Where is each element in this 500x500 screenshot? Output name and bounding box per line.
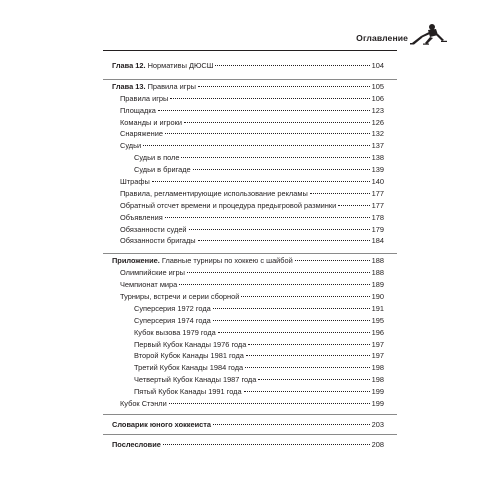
dot-leader bbox=[181, 157, 369, 158]
toc-entry-title: Второй Кубок Канады 1981 года bbox=[134, 351, 244, 361]
toc-entry[interactable] bbox=[112, 303, 384, 315]
toc-entry-title: Обязанности судей bbox=[120, 224, 187, 234]
toc-entry-title: Главные турниры по хоккею с шайбой bbox=[161, 256, 293, 266]
toc-entry[interactable] bbox=[112, 188, 384, 200]
toc-page-number: 190 bbox=[371, 292, 384, 302]
dot-leader bbox=[310, 193, 370, 194]
toc-entry-title: Словарик юного хоккеиста bbox=[112, 419, 211, 429]
dot-leader bbox=[143, 145, 370, 146]
toc-entry-title: Кубок вызова 1979 года bbox=[134, 327, 216, 337]
toc-page-number: 104 bbox=[371, 61, 384, 70]
dot-leader bbox=[338, 205, 369, 206]
toc-entry-title: Судьи bbox=[120, 141, 142, 151]
toc-entry[interactable] bbox=[112, 374, 384, 386]
toc-entry[interactable] bbox=[112, 140, 384, 152]
toc-entry-chapter-13[interactable] bbox=[112, 81, 384, 93]
dot-leader bbox=[241, 296, 369, 297]
toc-entry[interactable] bbox=[112, 279, 384, 291]
dot-leader bbox=[165, 133, 370, 134]
dot-leader bbox=[189, 229, 370, 230]
toc-page-number: 199 bbox=[371, 387, 384, 397]
header-rule bbox=[103, 50, 397, 51]
dot-leader bbox=[295, 260, 370, 261]
dot-leader bbox=[198, 86, 370, 87]
dot-leader bbox=[165, 217, 370, 218]
dot-leader bbox=[246, 355, 370, 356]
toc-entry-title: Суперсерия 1972 года bbox=[134, 303, 211, 313]
toc-page-number: 196 bbox=[371, 327, 384, 337]
toc-page-number: 177 bbox=[371, 188, 384, 198]
toc-entry-title: Команды и игроки bbox=[120, 117, 182, 127]
toc-entry-title: Послесловие bbox=[112, 439, 161, 449]
toc-entry-title: Правила игры bbox=[147, 81, 196, 91]
toc-entry-appendix[interactable] bbox=[112, 255, 384, 267]
toc-entry-title: Чемпионат мира bbox=[120, 280, 178, 290]
dot-leader bbox=[193, 169, 370, 170]
dot-leader bbox=[179, 284, 369, 285]
dot-leader bbox=[258, 379, 369, 380]
toc-entry[interactable] bbox=[112, 235, 384, 247]
toc-entry-chapter-12[interactable] bbox=[112, 60, 384, 72]
toc-entry[interactable] bbox=[112, 386, 384, 398]
toc-entry[interactable] bbox=[112, 315, 384, 327]
toc-page-number: 179 bbox=[371, 224, 384, 234]
toc-entry-title: Обратный отсчет времени и процедура предыгровой разминки bbox=[120, 200, 337, 210]
dot-leader bbox=[152, 181, 370, 182]
toc-entry[interactable] bbox=[112, 164, 384, 176]
toc-entry-glossary[interactable] bbox=[112, 419, 384, 431]
dot-leader bbox=[187, 272, 370, 273]
toc-page-number: 189 bbox=[371, 280, 384, 290]
toc-page-number: 203 bbox=[371, 419, 384, 429]
toc-entry-title: Правила, регламентирующие использование рекламы bbox=[120, 188, 308, 198]
running-title: Оглавление bbox=[356, 33, 408, 43]
toc-page-number: 123 bbox=[371, 105, 384, 115]
toc-entry[interactable] bbox=[112, 224, 384, 236]
toc-page-number: 140 bbox=[371, 177, 384, 187]
toc-entry-title: Турниры, встречи и серии сборной bbox=[120, 292, 240, 302]
toc-page-number: 177 bbox=[371, 200, 384, 210]
toc-page-number: 105 bbox=[371, 81, 384, 91]
toc-entry-title: Суперсерия 1974 года bbox=[134, 315, 211, 325]
toc-entry[interactable] bbox=[112, 350, 384, 362]
toc-page-number: 188 bbox=[371, 256, 384, 266]
dot-leader bbox=[170, 98, 369, 99]
toc-entry[interactable] bbox=[112, 93, 384, 105]
toc-entry-title: Четвертый Кубок Канады 1987 года bbox=[134, 375, 257, 385]
dot-leader bbox=[218, 332, 370, 333]
toc-page-number: 137 bbox=[371, 141, 384, 151]
toc-entry[interactable] bbox=[112, 398, 384, 410]
toc-page-number: 106 bbox=[371, 93, 384, 103]
toc-entry[interactable] bbox=[112, 152, 384, 164]
hockey-player-icon bbox=[408, 23, 448, 47]
toc-page-number: 138 bbox=[371, 153, 384, 163]
toc-entry-title: Объявления bbox=[120, 212, 163, 222]
toc-entry[interactable] bbox=[112, 117, 384, 129]
toc-page-number: 198 bbox=[371, 375, 384, 385]
toc-page-number: 191 bbox=[371, 303, 384, 313]
dot-leader bbox=[184, 122, 370, 123]
toc-entry-afterword[interactable] bbox=[112, 439, 384, 451]
toc-entry[interactable] bbox=[112, 212, 384, 224]
toc-page-number: 198 bbox=[371, 363, 384, 373]
dot-leader bbox=[215, 65, 369, 66]
toc-entry[interactable] bbox=[112, 339, 384, 351]
toc-entry-prefix: Глава 13. bbox=[112, 81, 146, 91]
toc-entry[interactable] bbox=[112, 105, 384, 117]
toc-page-number: 132 bbox=[371, 129, 384, 139]
toc-entry-prefix: Глава 12. bbox=[112, 61, 146, 70]
dot-leader bbox=[198, 240, 370, 241]
toc-entry-title: Штрафы bbox=[120, 177, 150, 187]
dot-leader bbox=[213, 308, 370, 309]
toc-page-number: 208 bbox=[371, 439, 384, 449]
dot-leader bbox=[213, 424, 370, 425]
toc-entry-title: Кубок Стэнли bbox=[120, 399, 167, 409]
toc-entry-title: Олимпийские игры bbox=[120, 268, 185, 278]
table-of-contents bbox=[112, 60, 384, 451]
toc-entry[interactable] bbox=[112, 327, 384, 339]
dot-leader bbox=[248, 344, 369, 345]
toc-entry-title: Правила игры bbox=[120, 93, 169, 103]
toc-entry-title: Площадка bbox=[120, 105, 156, 115]
dot-leader bbox=[244, 391, 370, 392]
toc-entry-prefix: Приложение. bbox=[112, 256, 160, 266]
toc-entry-title: Третий Кубок Канады 1984 года bbox=[134, 363, 244, 373]
toc-entry[interactable] bbox=[112, 200, 384, 212]
dot-leader bbox=[213, 320, 370, 321]
toc-page-number: 199 bbox=[371, 399, 384, 409]
toc-entry-title: Обязанности бригады bbox=[120, 236, 196, 246]
toc-entry-title: Судьи в поле bbox=[134, 153, 180, 163]
toc-page-number: 139 bbox=[371, 165, 384, 175]
dot-leader bbox=[163, 444, 370, 445]
dot-leader bbox=[169, 403, 370, 404]
toc-page-number: 195 bbox=[371, 315, 384, 325]
toc-page-number: 184 bbox=[371, 236, 384, 246]
toc-entry[interactable] bbox=[112, 267, 384, 279]
dot-leader bbox=[158, 110, 370, 111]
toc-page-number: 188 bbox=[371, 268, 384, 278]
toc-entry-title: Первый Кубок Канады 1976 года bbox=[134, 339, 247, 349]
toc-entry[interactable] bbox=[112, 176, 384, 188]
toc-entry[interactable] bbox=[112, 362, 384, 374]
toc-entry[interactable] bbox=[112, 291, 384, 303]
toc-page-number: 197 bbox=[371, 339, 384, 349]
toc-page-number: 126 bbox=[371, 117, 384, 127]
toc-entry-title: Пятый Кубок Канады 1991 года bbox=[134, 387, 242, 397]
toc-page-number: 197 bbox=[371, 351, 384, 361]
toc-page-number: 178 bbox=[371, 212, 384, 222]
toc-entry[interactable] bbox=[112, 128, 384, 140]
dot-leader bbox=[245, 367, 369, 368]
toc-entry-title: Снаряжение bbox=[120, 129, 163, 139]
toc-entry-title: Судьи в бригаде bbox=[134, 165, 191, 175]
toc-entry-title: Нормативы ДЮСШ bbox=[147, 61, 214, 70]
